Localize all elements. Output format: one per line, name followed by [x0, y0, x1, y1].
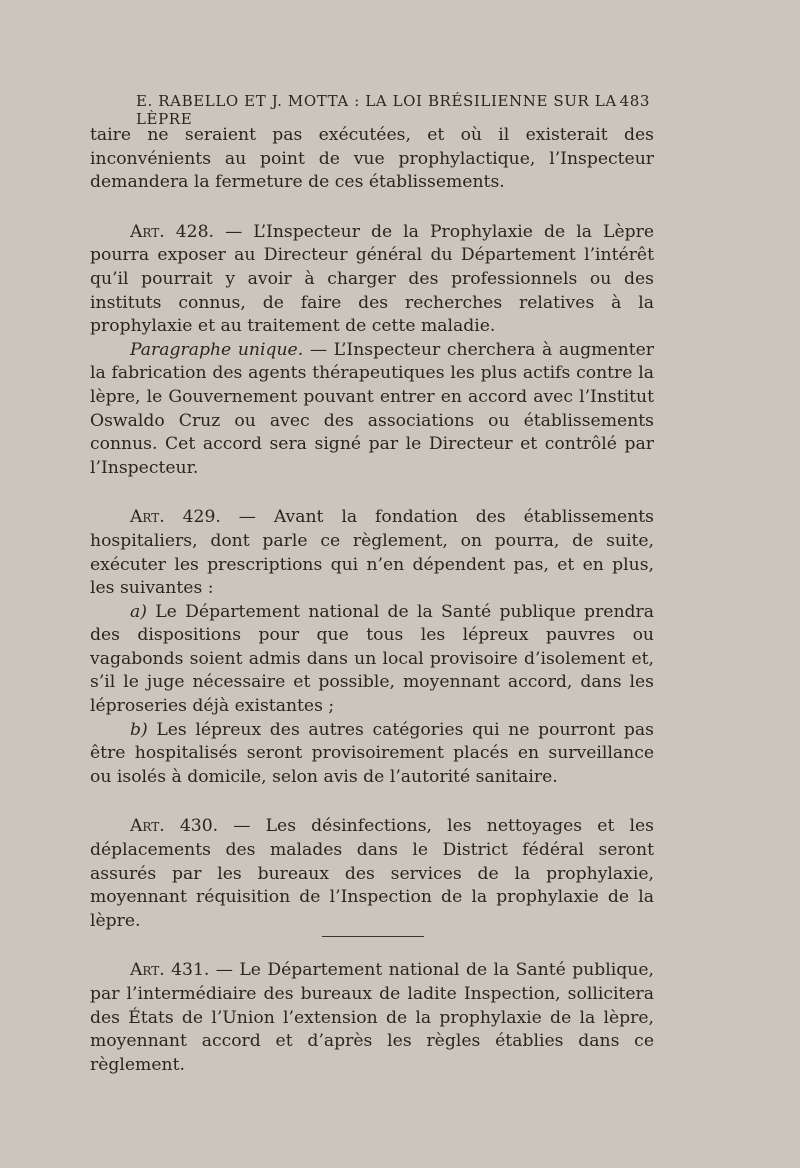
- paragraph-text: Les lépreux des autres catégories qui ne pourront pas être hospitalisés seront provisoirement placés en surveillance ou isolés à domicile, selon avis de l’autorité sanitaire.: [90, 719, 654, 787]
- article-430: [90, 815, 654, 933]
- article-429: [90, 506, 654, 600]
- running-title: E. RABELLO ET J. MOTTA : LA LOI BRÉSILIENNE SUR LA LÈPRE: [136, 92, 617, 128]
- end-rule: [322, 936, 424, 937]
- item-label: a): [130, 601, 147, 622]
- item-b: [90, 719, 654, 790]
- item-a: [90, 601, 654, 719]
- article-label: Art. 431.: [130, 960, 210, 981]
- paragraphe-unique: [90, 339, 654, 481]
- article-428: [90, 221, 654, 339]
- body-text: [90, 124, 654, 1077]
- paragraph-continuation: [90, 124, 654, 195]
- paragraph-text: — L’Inspecteur cherchera à augmenter la fabrication des agents thérapeutiques les plus actifs contre la lèpre, le Gouvernement pouvant entrer en accord avec l’Institut Oswaldo Cruz ou avec des associations ou établissements connus. Cet accord sera signé par le Directeur et contrôlé par l’Inspecteur.: [90, 339, 654, 478]
- article-label: Art. 429.: [130, 507, 221, 528]
- item-label: b): [130, 719, 148, 740]
- paragraph-text: Le Département national de la Santé publique prendra des dispositions pour que tous les lépreux pauvres ou vagabonds soient admis dans un local provisoire d’isolement et, s’il le juge nécessaire et possible, moyennant accord, dans les léproseries déjà existantes ;: [90, 601, 654, 717]
- paragraph-text: — Le Département national de la Santé publique, par l’intermédiaire des bureaux de ladite Inspection, sollicitera des États de l’Union l’extension de la prophylaxie de la lèpre, moyennant accord et d’après les règles établies dans ce règlement.: [90, 960, 654, 1075]
- running-header: [136, 92, 650, 128]
- paragraph-label: Paragraphe unique.: [130, 339, 304, 360]
- article-label: Art. 428.: [130, 221, 215, 242]
- paragraph-text: — Avant la fondation des établissements hospitaliers, dont parle ce règlement, on pourra, de suite, exécuter les prescriptions qui n’en dépendent pas, et en plus, les suivantes :: [90, 507, 654, 599]
- paragraph-text: taire ne seraient pas exécutées, et où il existerait des inconvénients au point de vue prophylactique, l’Inspecteur demandera la fermeture de ces établissements.: [90, 125, 654, 193]
- paragraph-text: — L’Inspecteur de la Prophylaxie de la Lèpre pourra exposer au Directeur général du Département l’intérêt qu’il pourrait y avoir à charger des professionnels ou des instituts connus, de faire des recherches relatives à la prophylaxie et au traitement de cette maladie.: [90, 221, 655, 337]
- article-label: Art. 430.: [130, 816, 219, 837]
- article-431: [90, 959, 654, 1077]
- paragraph-text: — Les désinfections, les nettoyages et les déplacements des malades dans le District fédéral seront assurés par les bureaux des services de la prophylaxie, moyennant réquisition de l’Inspection de la prophylaxie de la lèpre.: [90, 816, 654, 931]
- page-number: 483: [619, 92, 650, 110]
